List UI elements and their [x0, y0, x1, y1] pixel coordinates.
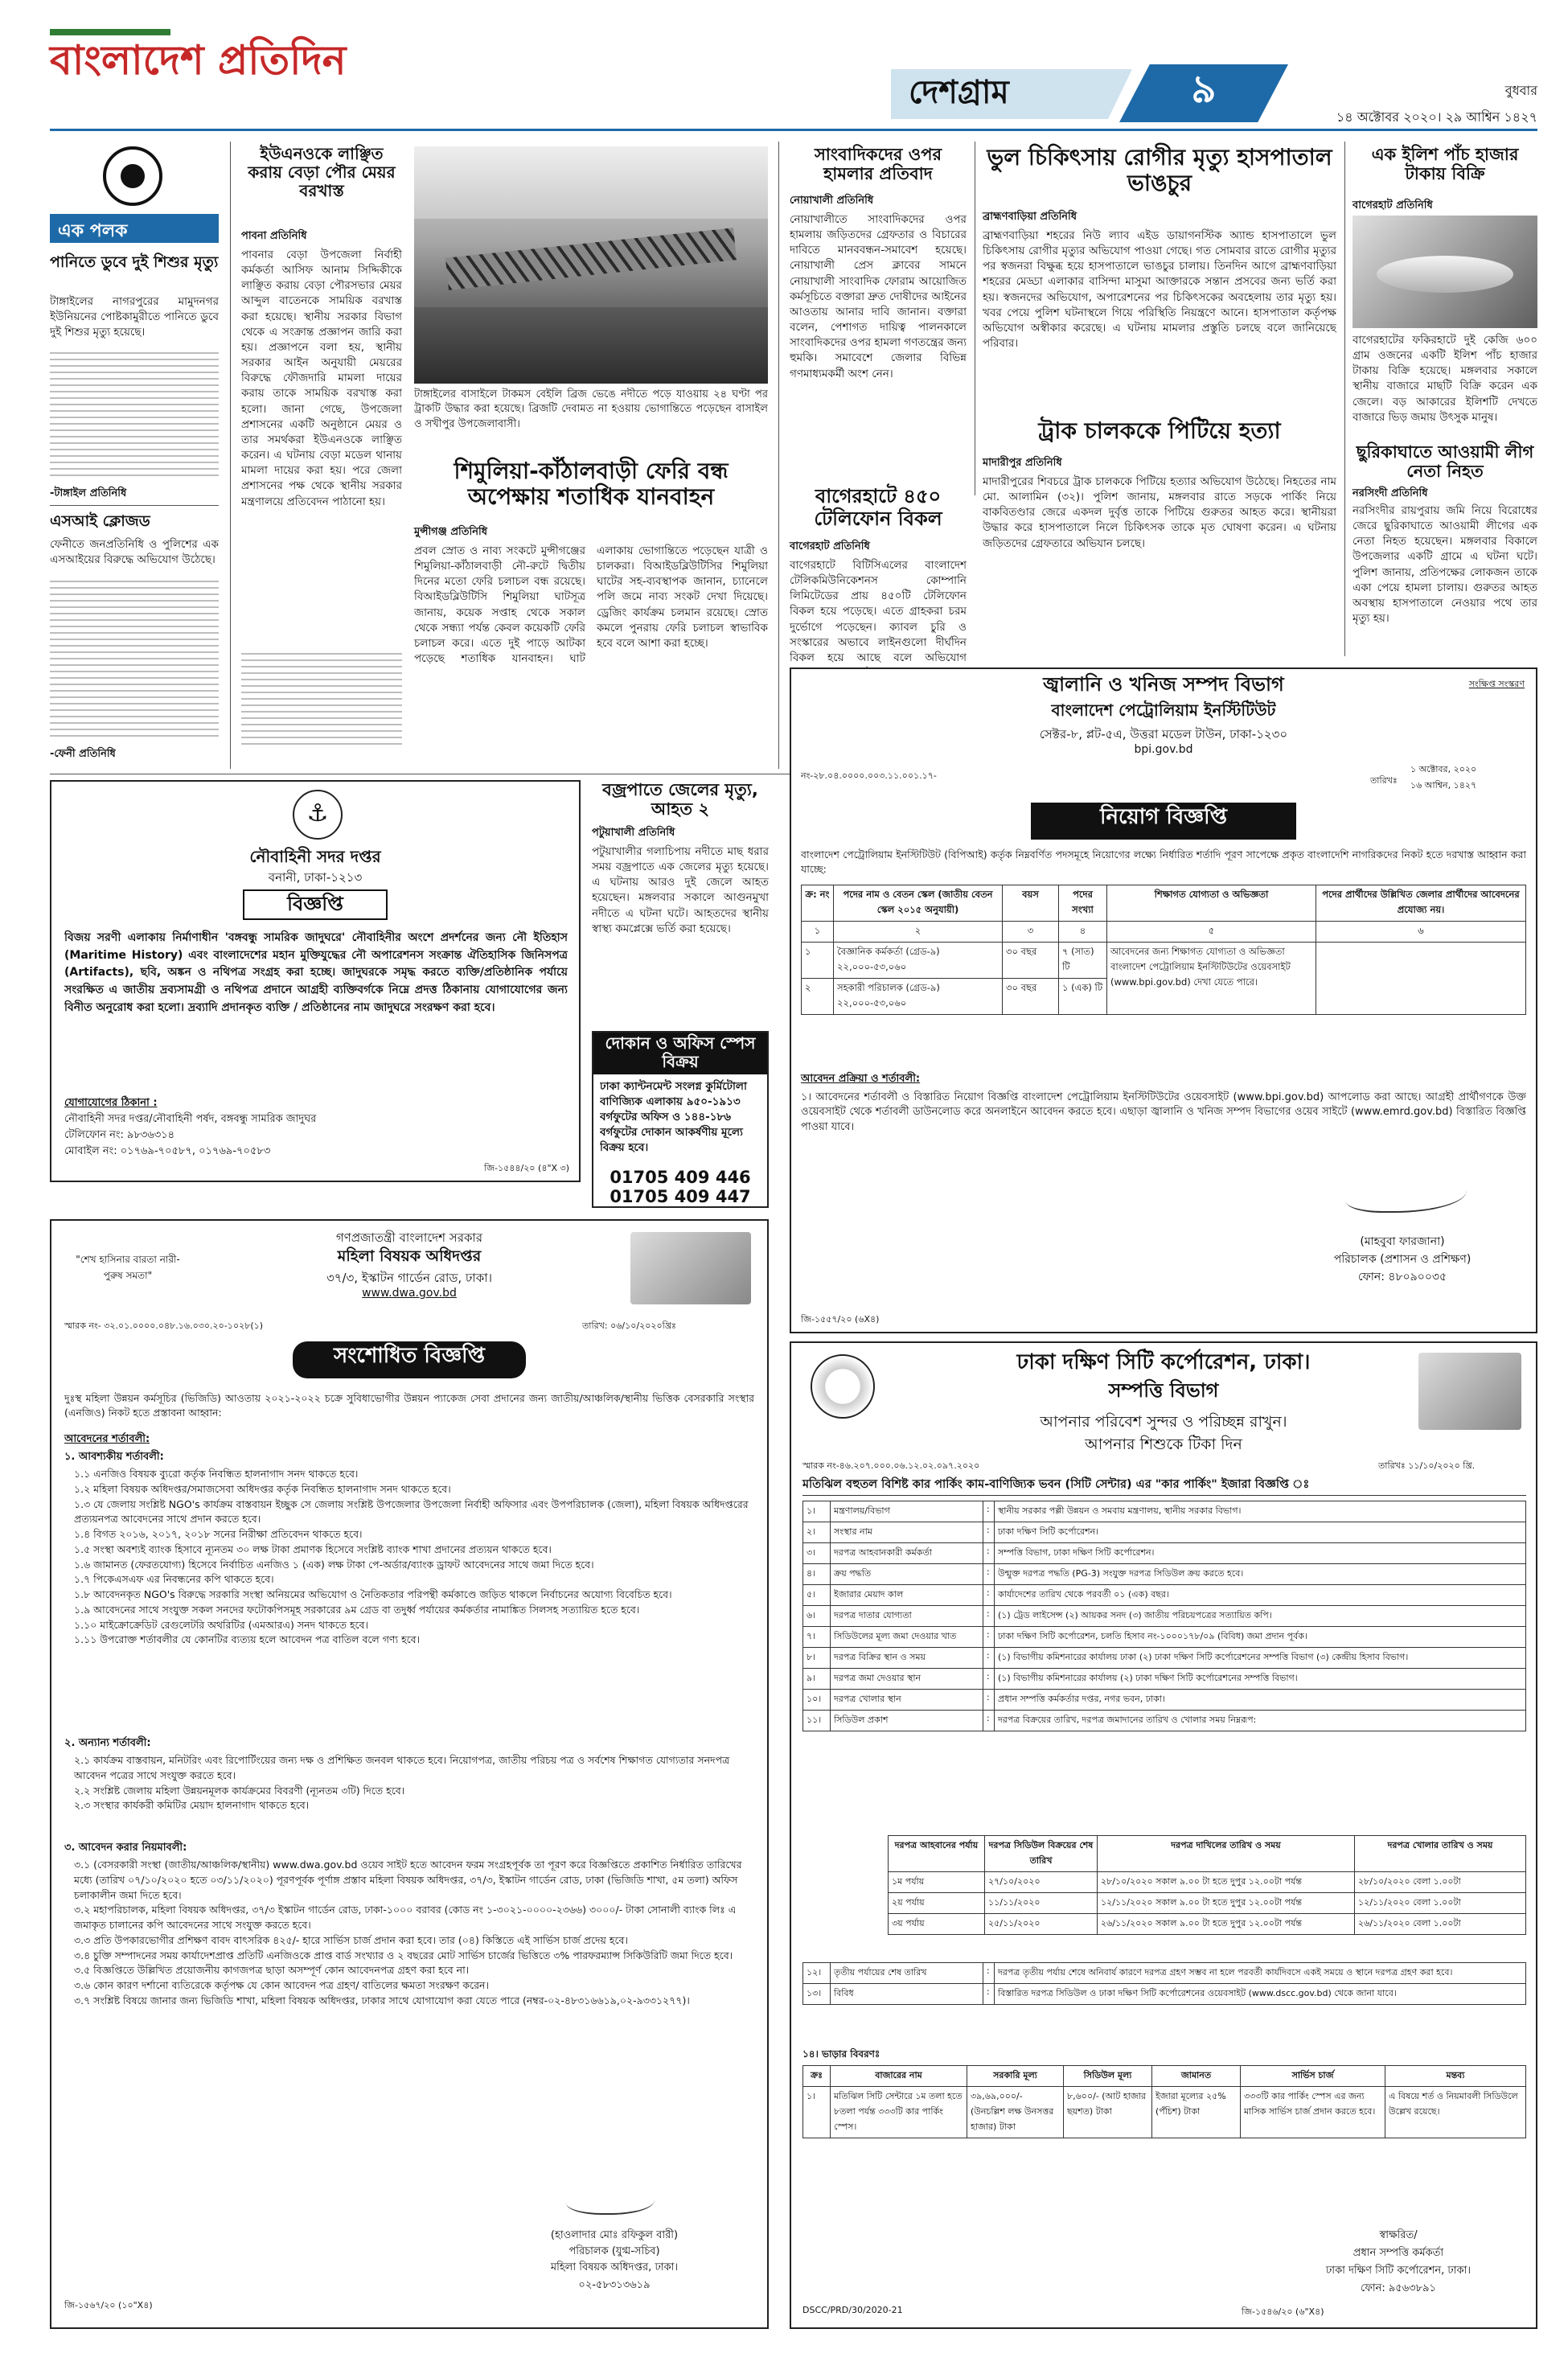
table-cell: বিবিধ: [831, 1984, 983, 2005]
table-cell: ৩য় পর্যায়: [889, 1914, 985, 1935]
masthead-date: [1296, 80, 1537, 129]
body: নোয়াখালীতে সাংবাদিকদের ওপর হামলায় জড়িতদের গ্রেফতার ও বিচারের দাবিতে মানববন্ধন-সমাবেশ হয়েছে। নোয়াখালী প্রেস ক্লাবের সামনে নোয়াখালী সাংবাদিক ফোরাম আয়োজিত কর্মসূচিতে বক্তারা দ্রুত দোষীদের আইনের আওতায় আনার দাবি জানান। বক্তারা বলেন, পেশাগত দায়িত্ব পালনকালে সাংবাদিকদের ওপর হামলা গণতন্ত্রের জন্য হুমকি। সমাবেশে জেলার বিভিন্ন গণমাধ্যমকর্মী অংশ নেন।: [790, 213, 967, 380]
table-cell: :: [983, 1564, 995, 1585]
table-cell: দরপত্র বিক্রয়ের তারিখ, দরপত্র জমাদানের তারিখ ও খোলার সময় নিম্নরূপ:: [995, 1711, 1526, 1731]
table-row: [889, 1872, 1526, 1893]
photo-water: [414, 307, 768, 384]
table-row: [803, 1564, 1526, 1585]
table-cell: এ বিষয়ে শর্ত ও নিয়মাবলী সিডিউলে উল্লেখ রয়েছে।: [1385, 2087, 1526, 2138]
table-cell: (১) বিভাগীয় কমিশনারের কার্যালয় (২) ঢাকা দক্ষিণ সিটি কর্পোরেশনের সম্পত্তি বিভাগ।: [995, 1669, 1526, 1690]
s1-list: [74, 1467, 754, 1648]
table-cell: ১ (এক) টি: [1059, 979, 1107, 1015]
body: নরসিংদীর রায়পুরায় জমি নিয়ে বিরোধের জেরে ছুরিকাঘাতে আওয়ামী লীগের এক নেতা নিহত হয়েছেন। মঙ্গলবার বিকালে উপজেলার একটি গ্রামে এ ঘটনা ঘটে। পুলিশ জানায়, প্রতিপক্ষের লোকজন তাকে একা পেয়ে হামলা চালায়। গুরুতর আহত অবস্থায় হাসপাতালে নেওয়ার পথে তার মৃত্যু হয়।: [1353, 504, 1537, 626]
table-header: জামানত: [1152, 2066, 1241, 2087]
ad-ref-left: DSCC/PRD/30/2020-21: [802, 2305, 903, 2315]
table-cell: ১৩।: [803, 1984, 831, 2005]
table-row: [802, 943, 1526, 979]
body: বাগেরহাটে বিটিসিএলের বাংলাদেশ টেলিকমিউনিকেশনস কোম্পানি লিমিটেডের প্রায় ৪৫০টি টেলিফোন বিকল হয়ে পড়েছে। এতে গ্রাহকরা চরম দুর্ভোগে পড়েছেন। ক্যাবল চুরি ও সংস্কারের অভাবে লাইনগুলো দীর্ঘদিন বিকল হয়ে আছে বলে অভিযোগ: [790, 559, 967, 664]
table-cell: :: [983, 1585, 995, 1606]
sign-title: পরিচালক (যুগ্ম-সচিব): [569, 2245, 660, 2257]
info-table: [802, 1501, 1526, 1731]
anchor-emblem-icon: ⚓: [293, 790, 343, 840]
brand-logo: [50, 29, 347, 109]
list-item: ৩.৭ সংশ্লিষ্ট বিষয়ে জানার জন্য ভিজিডি শাখা, মহিলা বিষয়ক অধিদপ্তর, ঢাকার সাথে যোগাযোগ করা যেতে পারে (নম্বর-০২-৪৮৩১৬৬১৯,০২-৯৩৩১২৭৭)।: [74, 1994, 690, 2006]
table-cell: ৩৯,৬৯,০০০/- (উনচল্লিশ লক্ষ উনসত্তর হাজার) টাকা: [967, 2087, 1064, 2138]
ad-dscc: [790, 1341, 1537, 2329]
table-header-row: [802, 885, 1526, 922]
list-item: ৩.১ (বেসরকারী সংস্থা (জাতীয়/আঞ্চলিক/স্থানীয়) www.dwa.gov.bd ওয়েব সাইট হতে আবেদন ফরম সংগ্রহপূর্বক তা পূরণ করে বিজ্ঞপ্তিতে প্রকাশিত নির্ধারিত তারিখের মধ্যে (তারিখ ০৭/১০/২০২০ হতে ০৩/১১/২০২০) পূরণপূর্বক পূর্ণাঙ্গ প্রস্তাব মহিলা বিষয়ক অধিদপ্তর, ৩৭/৩, ইস্কাটন গার্ডেন রোড, ঢাকা (ভিজিডি শাখা, ৫ম তলা) অফিস চলাকালীন জমা দিতে হবে।: [74, 1859, 742, 1901]
body: মাদারীপুরের শিবচরে ট্রাক চালককে পিটিয়ে হত্যার অভিযোগ উঠেছে। নিহতের নাম মো. আলামিন (৩২)। পুলিশ জানায়, মঙ্গলবার রাতে সড়কে পার্কিং নিয়ে বাকবিতণ্ডার জেরে একদল দুর্বৃত্ত তাকে পিটিয়ে গুরুতর আহত করে। স্থানীয়রা উদ্ধার করে হাসপাতালে নিলে চিকিৎসক তাকে মৃত ঘোষণা করেন। এ ঘটনায় জড়িতদের গ্রেফতারে অভিযান চলছে।: [983, 475, 1336, 550]
ministry: জ্বালানি ও খনিজ সম্পদ বিভাগ: [1043, 673, 1284, 696]
detail-label: ১৪। ভাড়ার বিবরণঃ: [802, 2048, 880, 2060]
table-cell: উন্মুক্ত দরপত্র পদ্ধতি (PG-3) সংযুক্ত দরপত্র সিডিউল ক্রয় করতে হবে।: [995, 1564, 1526, 1585]
table-cell: ঢাকা দক্ষিণ সিটি কর্পোরেশন।: [995, 1522, 1526, 1543]
article-pabna: [241, 142, 402, 769]
item-text-1-continued: [50, 352, 219, 481]
org-name: বাংলাদেশ পেট্রোলিয়াম ইনস্টিটিউট: [1051, 700, 1276, 720]
headline: ভুল চিকিৎসায় রোগীর মৃত্যু হাসপাতাল ভাঙচুর: [987, 144, 1332, 197]
table-cell: দরপত্র খোলার স্থান: [831, 1690, 983, 1711]
photo-bridge: [445, 228, 737, 290]
article-fisher: [592, 780, 769, 1021]
item-credit-2: -ফেনী প্রতিনিধি: [50, 748, 116, 760]
table-cell: কার্যাদেশের তারিখ থেকে পরবর্তী ০১ (এক) বছর।: [995, 1585, 1526, 1606]
body: প্রবল স্রোত ও নাব্য সংকটে মুন্সীগঞ্জের শিমুলিয়া-কাঁঠালবাড়ী নৌ-রুটে দ্বিতীয় দিনের মতো ফেরি চলাচল বন্ধ রয়েছে। বিআইডব্লিউটিসি শিমুলিয়া ঘাটসূত্র জানায়, কয়েক সপ্তাহ থেকে সকাল থেকে সন্ধ্যা পর্যন্ত কেবল কয়েকটি ফেরি চলাচল করে। এতে দুই পাড়ে আটকা পড়েছে শতাধিক যানবাহন। ঘাট এলাকায় ভোগান্তিতে পড়েছেন যাত্রী ও চালকরা। বিআইডব্লিউটিসির শিমুলিয়া ঘাটের সহ-ব্যবস্থাপক জানান, চ্যানেলে পলি জমে নাব্য সংকট দেখা দিয়েছে। ড্রেজিং কার্যক্রম চলমান রয়েছে। স্রোত কমলে পুনরায় ফেরি চলাচল স্বাভাবিক হবে বলে আশা করা হচ্ছে।: [414, 544, 768, 666]
memo-date: তারিখ: ০৬/১০/২০২০খ্রিঃ: [582, 1320, 676, 1331]
table-cell: ২: [834, 922, 1003, 943]
table-row: [803, 1648, 1526, 1669]
schedule-table: [888, 1835, 1526, 1935]
slogan-2: আপনার শিশুকে টিকা দিন: [1085, 1435, 1242, 1453]
byline: নরসিংদী প্রতিনিধি: [1353, 487, 1428, 499]
table-cell: ৪: [1059, 922, 1107, 943]
body: ব্রাহ্মণবাড়িয়া শহরের নিউ ল্যাব এইড ডায়াগনস্টিক অ্যান্ড হাসপাতালে ভুল চিকিৎসায় রোগীর মৃত্যুর অভিযোগ পাওয়া গেছে। গত সোমবার রাতে রোগীর মৃত্যুর পর স্বজনরা বিক্ষুব্ধ হয়ে হাসপাতালে ভাঙচুর চালায়। তিনদিন আগে ব্রাহ্মণবাড়িয়া শহরের মেড্ডা এলাকার বাসিন্দা মাসুমা আক্তারকে সন্তান প্রসবের জন্য ভর্তি করা হয়। স্বজনদের অভিযোগ, অপারেশনের পর চিকিৎসকের অবহেলায় তার মৃত্যু হয়। খবর পেয়ে পুলিশ ঘটনাস্থলে গিয়ে পরিস্থিতি নিয়ন্ত্রণে আনে। হাসপাতাল কর্তৃপক্ষ অভিযোগ অস্বীকার করেছে। এ ঘটনায় মামলার প্রস্তুতি চলছে বলে জানিয়েছে পরিবার।: [983, 229, 1336, 351]
org-address: ৩৭/৩, ইস্কাটন গার্ডেন রোড, ঢাকা।: [326, 1271, 492, 1285]
contact-address: নৌবাহিনী সদর দপ্তর/নৌবাহিনী পর্ষদ, বঙ্গবন্ধু সামরিক জাদুঘর: [64, 1113, 317, 1125]
column-divider: [778, 142, 779, 769]
table-row: [803, 1543, 1526, 1564]
table-row: [803, 1627, 1526, 1648]
headline: ট্রাক চালককে পিটিয়ে হত্যা: [1038, 417, 1281, 444]
intro: বাংলাদেশ পেট্রোলিয়াম ইনস্টিটিউট (বিপিআই) কর্তৃক নিম্নবর্ণিত পদসমূহে নিয়োগের লক্ষ্যে নির্ধারিত শর্তাদি পূরণ সাপেক্ষে প্রকৃত বাংলাদেশি নাগরিকদের নিকট হতে দরখাস্ত আহ্বান করা যাচ্ছে:: [801, 848, 1526, 875]
table-cell: :: [983, 1963, 995, 1984]
table-cell: দরপত্র দাতার যোগ্যতা: [831, 1606, 983, 1627]
table-cell: ৬।: [803, 1606, 831, 1627]
table-header: সিডিউল মূল্য: [1064, 2066, 1152, 2087]
notice-title: বিজ্ঞপ্তি: [243, 889, 388, 920]
photo-sky: [414, 146, 768, 219]
table-cell: :: [983, 1522, 995, 1543]
dept-name: সম্পত্তি বিভাগ: [1108, 1379, 1219, 1402]
table-cell: দরপত্র তৃতীয় পর্যায় শেষে অনিবার্য কারণে দরপত্র গ্রহণ সম্ভব না হলে পরবর্তী কার্যদিবসে একই সময়ে ও স্থানে দরপত্র গ্রহণ করা হবে।: [995, 1963, 1526, 1984]
byline: বাগেরহাট প্রতিনিধি: [790, 540, 870, 552]
s3-label: ৩. আবেদন করার নিয়মাবলী:: [64, 1842, 187, 1854]
sign-phone: ০২-৫৮৩১৩৬১৯: [578, 2279, 651, 2291]
photo-caption: টাঙ্গাইলের বাসাইলে টাকমস বেইলি ব্রিজ ভেঙে নদীতে পড়ে যাওয়ায় ২৪ ঘণ্টা পর ট্রাকটি উদ্ধার করা হয়েছে। ব্রিজটি দেবামত না হওয়ায় ভোগান্তিতে পড়েছেন বাসাইল ও সখীপুর উপজেলাবাসী।: [414, 388, 768, 430]
item-text-2: ফেনীতে জনপ্রতিনিধি ও পুলিশের এক এসআইয়ের বিরুদ্ধে অভিযোগ উঠেছে।: [50, 538, 219, 567]
table-cell: ৯।: [803, 1669, 831, 1690]
column-divider: [1344, 142, 1345, 656]
table-cell: ১১/১১/২০২০: [985, 1893, 1098, 1914]
table-cell: [1316, 943, 1526, 1015]
item-title-2: এসআই ক্লোজড: [50, 512, 150, 530]
table-cell: ৪।: [803, 1564, 831, 1585]
eye-icon: [103, 146, 162, 206]
table-cell: ৫: [1107, 922, 1316, 943]
table-header: দরপত্র আহবানের পর্যায়: [889, 1836, 985, 1872]
table-cell: ৩: [1003, 922, 1059, 943]
body: পাবনার বেড়া উপজেলা নির্বাহী কর্মকর্তা আসিফ আনাম সিদ্দিকীকে লাঞ্ছিত করায় বেড়া পৌরসভার মেয়র আব্দুল বাতেনকে সাময়িক বরখাস্ত করা হয়েছে। স্থানীয় সরকার বিভাগ থেকে এ সংক্রান্ত প্রজ্ঞাপন জারি করা হয়। প্রজ্ঞাপনে বলা হয়, স্থানীয় সরকার আইন অনুযায়ী মেয়রের বিরুদ্ধে ফৌজদারি মামলা দায়ের করায় তাকে সাময়িক বরখাস্ত করা হলো। জানা গেছে, উপজেলা প্রশাসনের একটি অনুষ্ঠানে মেয়র ও তার সমর্থকরা ইউএনওকে লাঞ্ছিত করেন। এ ঘটনায় বেড়া মডেল থানায় মামলা দায়ের করা হয়। পরে জেলা প্রশাসনের পক্ষ থেকে স্থানীয় সরকার মন্ত্রণালয়ে প্রতিবেদন পাঠানো হয়।: [241, 248, 402, 508]
table-cell: ১: [802, 922, 834, 943]
byline: পটুয়াখালী প্রতিনিধি: [592, 827, 675, 839]
memo-no: নং-২৮.০৪.০০০০.০০৩.১১.০০১.১৭-: [801, 770, 937, 781]
table-row: [803, 1606, 1526, 1627]
byline: মাদারীপুর প্রতিনিধি: [983, 457, 1062, 469]
intro: দুঃস্থ মহিলা উন্নয়ন কর্মসূচির (ভিজিডি) আওতায় ২০২১-২০২২ চক্রে সুবিধাভোগীর উন্নয়ন প্যাকেজ সেবা প্রদানের জন্য জাতীয়/আঞ্চলিক/স্থানীয় ভিত্তিক বেসরকারি সংস্থার (এনজিও) নিকট হতে প্রস্তাবনা আহ্বান:: [64, 1392, 754, 1419]
list-item: ১.১১ উপরোক্ত শর্তাবলীর যে কোনটির ব্যত্যয় হলে আবেদন পত্র বাতিল বলে গণ্য হবে।: [74, 1633, 421, 1646]
table-header-row: [803, 2066, 1526, 2087]
section-title: দেশগ্রাম: [909, 73, 1009, 111]
s1-label: ১. আবশ্যকীয় শর্তাবলী:: [64, 1451, 164, 1463]
table-header: শিক্ষাগত যোগ্যতা ও অভিজ্ঞতা: [1107, 885, 1316, 922]
ek-palak-column: [50, 142, 219, 769]
s3-list: [74, 1858, 754, 2009]
ad-shop: [592, 1031, 769, 1208]
table-header: মন্তব্য: [1385, 2066, 1526, 2087]
item-credit-1: -টাঙ্গাইল প্রতিনিধি: [50, 487, 127, 499]
mujib-100-logo: [630, 1232, 751, 1304]
list-item: ২.২ সংশ্লিষ্ট জেলায় মহিলা উন্নয়নমূলক কার্যক্রমের বিবরণী (ন্যূনতম ৩টি) দিতে হবে।: [74, 1784, 405, 1797]
org-web[interactable]: bpi.gov.bd: [1134, 743, 1193, 756]
article-ferry: [414, 458, 768, 769]
table-header: বয়স: [1003, 885, 1059, 922]
list-item: ৩.৫ বিজ্ঞপ্তিতে উল্লিখিত প্রয়োজনীয় কাগজপত্র ছাড়া অসম্পূর্ণ কোন আবেদনপত্র গ্রহণ করা হবে না।: [74, 1964, 470, 1977]
table-cell: :: [983, 1606, 995, 1627]
brand-name: বাংলাদেশ প্রতিদিন: [50, 36, 347, 84]
notice-title: সংশোধিত বিজ্ঞপ্তি: [293, 1341, 526, 1378]
table-cell: মতিঝিল সিটি সেন্টারে ১ম তলা হতে ৮তলা পর্যন্ত ৩৩৩টি কার পার্কিং স্পেস।: [831, 2087, 967, 2138]
table-header: বাজারের নাম: [831, 2066, 967, 2087]
byline: মুন্সীগঞ্জ প্রতিনিধি: [414, 526, 487, 538]
date-label: তারিখঃ: [1370, 775, 1398, 786]
headline: শিমুলিয়া-কাঁঠালবাড়ী ফেরি বন্ধ অপেক্ষায় শতাধিক যানবাহন: [454, 458, 729, 511]
table-header: পদের প্রার্থীদের উল্লিখিত জেলার প্রার্থীদের আবেদনের প্রযোজ্য নয়।: [1316, 885, 1526, 922]
sign-title: প্রধান সম্পত্তি কর্মকর্তা: [1353, 2247, 1444, 2259]
table-cell: ক্রয় পদ্ধতি: [831, 1564, 983, 1585]
table-cell: ৩।: [803, 1543, 831, 1564]
byline: পাবনা প্রতিনিধি: [241, 230, 307, 242]
process-text: ১। আবেদনের শর্তাবলী ও বিস্তারিত নিয়োগ বিজ্ঞপ্তি বাংলাদেশ পেট্রোলিয়াম ইনস্টিটিউটের ওয়েবসাইট (www.bpi.gov.bd) আপলোড করা আছে। আগ্রহী প্রার্থীগণকে উক্ত ওয়েবসাইট থেকে শর্তাবলী ডাউনলোড করে অনলাইনে আবেদন করতে হবে। এছাড়া জ্বালানি ও খনিজ সম্পদ বিভাগের ওয়েব সাইটে (www.emrd.gov.bd) বিস্তারিত বিজ্ঞপ্তি পাওয়া যাবে।: [801, 1091, 1526, 1133]
list-item: ১.২ মহিলা বিষয়ক অধিদপ্তর/সমাজসেবা অধিদপ্তর কর্তৃক নিবন্ধিত হালনাগাদ সনদ থাকতে হবে।: [74, 1482, 451, 1495]
ek-palak-label: এক পলক: [50, 214, 219, 243]
brand-tagline-bar: [50, 29, 170, 35]
table-cell: (১) বিভাগীয় কমিশনারের কার্যালয় ঢাকা (২) ঢাকা দক্ষিণ সিটি কর্পোরেশনের সম্পত্তি বিভাগ (৩) কেন্দ্রীয় হিসাব বিভাগ।: [995, 1648, 1526, 1669]
headline: ছুরিকাঘাতে আওয়ামী লীগ নেতা নিহত: [1356, 442, 1534, 482]
sign-title: পরিচালক (প্রশাসন ও প্রশিক্ষণ): [1333, 1253, 1472, 1266]
table-cell: :: [983, 1501, 995, 1522]
table-cell: ইজারা মূল্যের ২৫% (পঁচিশ) টাকা: [1152, 2087, 1241, 2138]
table-cell: ১০।: [803, 1690, 831, 1711]
table-header-row: [889, 1836, 1526, 1872]
table-cell: :: [983, 1648, 995, 1669]
contact-phone: টেলিফোন নং: ৯৮৩৬৩১৪: [64, 1129, 175, 1141]
table-row: [803, 1501, 1526, 1522]
table-cell: ২য় পর্যায়: [889, 1893, 985, 1914]
table-cell: :: [983, 1543, 995, 1564]
org-address: সেক্টর-৮, প্লট-৫এ, উত্তরা মডেল টাউন, ঢাকা-১২৩০: [1039, 727, 1288, 741]
memo-no: স্মারক নং- ৩২.০১.০০০০.০৪৮.১৬.০৩০.২০-১০২৮(১): [64, 1320, 264, 1331]
table-row: [803, 1984, 1526, 2005]
article-awami: [1353, 442, 1537, 656]
list-item: ১.৭ পিকেএসএফ এর নিবন্ধনের কপি থাকতে হবে।: [74, 1573, 274, 1586]
page-number: ৯: [1191, 67, 1217, 112]
ad-ref: জি-১৫৪৪/২০ (৪"X ৩): [484, 1163, 569, 1173]
ad-title: দোকান ও অফিস স্পেস বিক্রয়: [593, 1033, 767, 1074]
table-cell: ৩০ বছর: [1003, 943, 1059, 979]
org-web[interactable]: www.dwa.gov.bd: [362, 1287, 457, 1300]
slogan-1: আপনার পরিবেশ সুন্দর ও পরিচ্ছন্ন রাখুন।: [1040, 1413, 1287, 1431]
headline: এক ইলিশ পাঁচ হাজার টাকায় বিক্রি: [1371, 145, 1519, 184]
edition-tag: সংক্ষিপ্ত সংস্করণ: [1468, 679, 1525, 689]
list-item: ১.৫ সংস্থা অবশ্যই ব্যাংক হিসাবে ন্যূনতম ৩০ লক্ষ টাকা প্রমাণক হিসেবে সংশ্লিষ্ট ব্যাংক শাখা প্রদানের প্রত্যয়ন থাকতে হবে।: [74, 1542, 552, 1555]
table-cell: ৮।: [803, 1648, 831, 1669]
notice-body: বিজয় সরণী এলাকায় নির্মাণাধীন 'বঙ্গবন্ধু সামরিক জাদুঘরে' নৌবাহিনীর অংশে প্রদর্শনের জন্য নৌ ইতিহাস (Maritime History) এবং বাংলাদেশের মহান মুক্তিযুদ্ধের নৌ অপারেশনস সংক্রান্ত ঐতিহাসিক জিনিসপত্র (Artifacts), ছবি, অঙ্কন ও নথিপত্র সংগ্রহ করা হচ্ছে। জাদুঘরকে সমৃদ্ধ করতে ব্যক্তি/প্রতিষ্ঠানিক পর্যায়ে সংরক্ষিত এ জাতীয় দ্রব্যসামগ্রী ও নথিপত্র প্রদানে আগ্রহী ব্যক্তিবর্গকে নিম্নে প্রদত্ত ঠিকানায় যোগাযোগের জন্য বিনীত অনুরোধ করা হলো। দ্রব্যাদি প্রদানকৃত ব্যক্তি / প্রতিষ্ঠানের নাম জাদুঘরে সংরক্ষণ করা হবে।: [64, 931, 568, 1014]
sign-name: (হাওলাদার মোঃ রফিকুল বারী): [550, 2229, 679, 2241]
table-cell: ২৮/১০/২০২০ বেলা ১.০০টা: [1355, 1872, 1526, 1893]
table-row: [803, 2087, 1526, 2138]
table-cell: ৫।: [803, 1585, 831, 1606]
sign-phone: ফোন: ৯৫৬৩৮৯১: [1361, 2282, 1436, 2294]
table-cell: :: [983, 1711, 995, 1731]
table-cell: ১১।: [803, 1711, 831, 1731]
table-cell: ৭।: [803, 1627, 831, 1648]
table-row: [803, 1711, 1526, 1731]
masthead-rule: [50, 129, 1537, 131]
table-row: [803, 1690, 1526, 1711]
list-item: ৩.৩ প্রতি উপকারভোগীর প্রশিক্ষণ বাবদ বাৎসরিক ৪২৫/- হারে সার্ভিস চার্জ প্রদান করা হবে। তার (০৪) কিস্তিতে এই সার্ভিস চার্জ প্রদেয় হবে।: [74, 1933, 628, 1946]
masthead: [0, 0, 1568, 137]
headline: ইউএনওকে লাঞ্ছিত করায় বেড়া পৌর মেয়র বরখাস্ত: [248, 144, 396, 200]
contact-label: যোগাযোগের ঠিকানা :: [64, 1097, 158, 1109]
date-english: ১ অক্টোবর, ২০২০: [1410, 764, 1477, 774]
table-header: দরপত্র সিডিউল বিক্রয়ের শেষ তারিখ: [985, 1836, 1098, 1872]
ad-body: ঢাকা ক্যান্টনমেন্ট সংলগ্ন কুর্মিটোলা বাণিজ্যিক এলাকায় ৯৫০-১৯১৩ বর্গফুটের অফিস ও ১৪৪-১৮৬ বর্গফুটের দোকান আকর্ষণীয় মূল্যে বিক্রয় হবে।: [600, 1080, 747, 1154]
org-name: ঢাকা দক্ষিণ সিটি কর্পোরেশন, ঢাকা।: [1016, 1350, 1311, 1374]
table-cell: ১।: [803, 2087, 831, 2138]
process-label: আবেদন প্রক্রিয়া ও শর্তাবলী:: [801, 1073, 921, 1085]
list-item: ৩.৪ চুক্তি সম্পাদনের সময় কার্যাদেশপ্রাপ্ত প্রতিটি এনজিওকে প্রাপ্ত বার্ড সংখ্যার ও ২ বছরের মোট সার্ভিস চার্জের ভিত্তিতে ৩% পারফরম্যান্স সিকিউরিটি জমা দিতে হবে।: [74, 1949, 733, 1961]
table-cell: ২৬/১১/২০২০ বেলা ১.০০টা: [1355, 1914, 1526, 1935]
table-cell: সম্পত্তি বিভাগ, ঢাকা দক্ষিণ সিটি কর্পোরেশন।: [995, 1543, 1526, 1564]
table-cell: ৩৩৩টি কার পার্কিং স্পেস এর জন্য মাসিক সার্ভিস চার্জ প্রদান করতে হবে।: [1241, 2087, 1385, 2138]
list-item: ১.৯ আবেদনের সাথে সংযুক্ত সকল সনদের ফটোকপিসমূহ সরকারের ৯ম গ্রেড বা তদুর্ধ্ব পর্যায়ের কর্মকর্তার নামাঙ্কিত সিলসহ সত্যায়িত হতে হবে।: [74, 1603, 640, 1616]
table-cell: ৮,৬০০/- (আট হাজার ছয়শত) টাকা: [1064, 2087, 1152, 2138]
table-row: [803, 1669, 1526, 1690]
bridge-photo: [414, 146, 768, 384]
body: বাগেরহাটের ফকিরহাটে দুই কেজি ৬০০ গ্রাম ওজনের একটি ইলিশ পাঁচ হাজার টাকায় বিক্রি হয়েছে। মঙ্গলবার সকালে স্থানীয় বাজারে মাছটি বিক্রি করেন এক জেলে। বড় আকারের ইলিশটি দেখতে বাজারে ভিড় জমায় উৎসুক মানুষ।: [1353, 334, 1537, 424]
org-name: নৌবাহিনী সদর দপ্তর: [249, 847, 381, 866]
extra-table: [802, 1962, 1526, 2005]
byline: ব্রাহ্মণবাড়িয়া প্রতিনিধি: [983, 211, 1077, 223]
ad-ref: জি-১৫৪৬/২০ (৬"X৪): [1242, 2306, 1324, 2317]
signature-mark: [1346, 1176, 1467, 1213]
list-item: ১.১ এনজিও বিষয়ক ব্যুরো কর্তৃক নিবন্ধিত হালনাগাদ সনদ থাকতে হবে।: [74, 1468, 359, 1480]
table-cell: মন্ত্রণালয়/বিভাগ: [831, 1501, 983, 1522]
table-cell: :: [983, 1627, 995, 1648]
notice-title: মতিঝিল বহুতল বিশিষ্ট কার পার্কিং কাম-বাণিজ্যিক ভবন (সিটি সেন্টার) এর "কার পার্কিং" ইজারা বিজ্ঞপ্তি ঃ: [802, 1478, 1526, 1496]
list-item: ২.৩ সংস্থার কার্যকরী কমিটির মেয়াদ হালনাগাদ থাকতে হবে।: [74, 1799, 310, 1812]
table-cell: :: [983, 1984, 995, 2005]
table-cell: ১।: [803, 1501, 831, 1522]
article-hospital: [983, 142, 1336, 407]
item-title-1: পানিতে ডুবে দুই শিশুর মৃত্যু: [50, 253, 219, 271]
notice-title: নিয়োগ বিজ্ঞপ্তি: [1031, 803, 1296, 840]
list-item: ১.১০ মাইক্রোক্রেডিট রেগুলেটরি অথরিটির (এমআরএ) সনদ থাকতে হবে।: [74, 1618, 368, 1631]
table-cell: তৃতীয় পর্যায়ের শেষ তারিখ: [831, 1963, 983, 1984]
vacancy-table: [801, 885, 1526, 1015]
table-header: সার্ভিস চার্জ: [1241, 2066, 1385, 2087]
table-cell: ১ম পর্যায়: [889, 1872, 985, 1893]
headline: বজ্রপাতে জেলের মৃত্যু, আহত ২: [602, 780, 758, 819]
article-noakhali: [790, 142, 967, 479]
headline: বাগেরহাটে ৪৫০ টেলিফোন বিকল: [814, 485, 942, 530]
table-cell: বিস্তারিত দরপত্র সিডিউল ও ঢাকা দক্ষিণ সিটি কর্পোরেশনের ওয়েবসাইট (www.dscc.gov.bd) থেকে জানা যাবে।: [995, 1984, 1526, 2005]
table-header: ক্র: নং: [802, 885, 834, 922]
s2-list: [74, 1753, 754, 1813]
byline: বাগেরহাট প্রতিনিধি: [1353, 199, 1433, 212]
table-cell: সিডিউল প্রকাশ: [831, 1711, 983, 1731]
table-cell: :: [983, 1690, 995, 1711]
item-text-2-continued: [50, 581, 219, 741]
list-item: ১.৮ আবেদনকৃত NGO's বিরুদ্ধে সরকারি সংস্থা অনিয়মের অভিযোগ ও নৈতিকতার পরিপন্থী কর্মকাণ্ডে জড়িত থাকলে নির্বাচনের অযোগ্য বিবেচিত হবে।: [74, 1588, 672, 1600]
table-row: [803, 1963, 1526, 1984]
table-cell: ঢাকা দক্ষিণ সিটি কর্পোরেশন, চলতি হিসাব নং-১০০০১৭৮/০৯ (বিবিধ) জমা প্রদান পূর্বক।: [995, 1627, 1526, 1648]
memo-no: স্মারক নং-৪৬.২০৭.০০০.০৬.১২.০২.০৯৭.২০২০: [802, 1460, 980, 1471]
table-row: [803, 1585, 1526, 1606]
list-item: ১.৪ বিগত ২০১৬, ২০১৭, ২০১৮ সনের নিরীক্ষা প্রতিবেদন থাকতে হবে।: [74, 1528, 363, 1540]
list-item: ১.৬ জামানত (ফেরতযোগ্য) হিসেবে নির্বাচিত এনজিও ১ (এক) লক্ষ টাকা পে-অর্ডার/ব্যাংক ড্রাফট আবেদনের সাথে জমা দিতে হবে।: [74, 1558, 594, 1571]
table-cell: ২।: [803, 1522, 831, 1543]
table-row: [803, 1522, 1526, 1543]
table-cell: ২: [802, 979, 834, 1015]
table-cell: ২৭/১০/২০২০: [985, 1872, 1098, 1893]
table-cell: ১২।: [803, 1963, 831, 1984]
table-cell: সহকারী পরিচালক (গ্রেড-৯) ২২,০০০-৫৩,০৬০: [834, 979, 1003, 1015]
sign-phone: ফোন: ৪৮০৯০০৩৫: [1357, 1271, 1447, 1284]
org-address: বনানী, ঢাকা-১২১৩: [268, 870, 363, 885]
ad-mohila: [50, 1219, 769, 2329]
table-header: ক্রঃ: [803, 2066, 831, 2087]
byline: নোয়াখালী প্রতিনিধি: [790, 195, 874, 207]
phone-2: 01705 409 447: [610, 1187, 751, 1206]
phone-1: 01705 409 446: [610, 1168, 751, 1187]
table-cell: ২৮/১০/২০২০ সকাল ৯.০০ টা হতে দুপুর ১২.০০টা পর্যন্ত: [1098, 1872, 1355, 1893]
sign-label: স্বাক্ষরিত/: [1379, 2229, 1418, 2241]
divider: [50, 505, 219, 506]
list-item: ৩.২ মহাপরিচালক, মহিলা বিষয়ক অধিদপ্তর, ৩৭/৩ ইস্কাটন গার্ডেন রোড, ঢাকা-১০০০ বরাবর (কোড নং ১-৩০২১-০০০০-২৩৬৬) ৩০০০/- টাকা সোনালী ব্যাংক লিঃ এ জমাকৃত চালানের কপি আবেদনের সাথে সংযুক্ত করতে হবে।: [74, 1904, 737, 1931]
table-cell: দরপত্র জমা দেওয়ার স্থান: [831, 1669, 983, 1690]
headline: সাংবাদিকদের ওপর হামলার প্রতিবাদ: [814, 145, 942, 184]
table-header: পদের নাম ও বেতন স্কেল (জাতীয় বেতন স্কেল ২০১৫ অনুযায়ী): [834, 885, 1003, 922]
table-cell: সিডিউলের মূল্য জমা দেওয়ার খাত: [831, 1627, 983, 1648]
table-header: পদের সংখ্যা: [1059, 885, 1107, 922]
memo-date: তারিখঃ ১১/১০/২০২০ খ্রি.: [1378, 1460, 1476, 1471]
body-continued: [241, 653, 402, 748]
signature-mark: [566, 2186, 655, 2215]
table-cell: ১২/১১/২০২০ সকাল ৯.০০ টা হতে দুপুর ১২.০০টা পর্যন্ত: [1098, 1893, 1355, 1914]
contact-mobile: মোবাইল নং: ০১৭৬৯-৭০৫৮৭, ০১৭৬৯-৭০৫৮৩: [64, 1145, 271, 1157]
table-cell: সংস্থার নাম: [831, 1522, 983, 1543]
date-bangla: ১৬ আশ্বিন, ১৪২৭: [1410, 780, 1477, 791]
table-header: দরপত্র খোলার তারিখ ও সময়: [1355, 1836, 1526, 1872]
column-divider: [230, 142, 231, 769]
fish-shape: [1377, 256, 1513, 293]
ad-ref: জি-১৫৬৭/২০ (১০"X৪): [64, 2300, 153, 2310]
table-cell: দরপত্র আহবানকারী কর্মকর্তা: [831, 1543, 983, 1564]
table-row: [802, 922, 1526, 943]
item-text-1: টাঙ্গাইলের নাগরপুরের মামুদনগর ইউনিয়নের পোষ্টকামুরীতে পানিতে ডুবে দুই শিশুর মৃত্যু হয়েছে।: [50, 295, 219, 339]
article-truck: [983, 418, 1336, 656]
table-row: [889, 1914, 1526, 1935]
gov-name: গণপ্রজাতন্ত্রী বাংলাদেশ সরকার: [335, 1230, 483, 1245]
table-cell: :: [983, 1669, 995, 1690]
slogan: "শেখ হাসিনার বারতা নারী-পুরুষ সমতা": [76, 1254, 180, 1281]
section-label: আবেদনের শর্তাবলী:: [64, 1433, 150, 1445]
table-cell: ২৫/১১/২০২০: [985, 1914, 1098, 1935]
article-hilsa: [1353, 142, 1537, 436]
sign-name: (মাহবুবা ফারজানা): [1360, 1235, 1445, 1248]
s2-label: ২. অন্যান্য শর্তাবলী:: [64, 1737, 151, 1749]
table-cell: ১: [802, 943, 834, 979]
list-item: ১.৩ যে জেলায় সংশ্লিষ্ট NGO's কার্যক্রম বাস্তবায়ন ইচ্ছুক সে জেলায় সংশ্লিষ্ট উপজেলার উপজেলা নির্বাহী অফিসার এবং উপপরিচালক (জেলা), মহিলা বিষয়ক অধিদপ্তরের প্রত্যয়নপত্র আবেদনের সাথে প্রদান করতে হবে।: [74, 1497, 749, 1526]
table-cell: প্রধান সম্পত্তি কর্মকর্তার দপ্তর, নগর ভবন, ঢাকা।: [995, 1690, 1526, 1711]
table-cell: দরপত্র বিক্রির স্থান ও সময়: [831, 1648, 983, 1669]
table-cell: ২৬/১১/২০২০ সকাল ৯.০০ টা হতে দুপুর ১২.০০টা পর্যন্ত: [1098, 1914, 1355, 1935]
table-cell: ৬: [1316, 922, 1526, 943]
hilsa-photo: [1353, 216, 1537, 328]
list-item: ৩.৬ কোন কারণ দর্শানো ব্যতিরেকে কর্তৃপক্ষ যে কোন আবেদন পত্র গ্রহণ/ বাতিলের ক্ষমতা সংরক্ষণ করেন।: [74, 1979, 489, 1991]
table-cell: ৭ (সাত) টি: [1059, 943, 1107, 979]
mujib-100-logo: [1418, 1353, 1521, 1430]
weekday: বুধবার: [1504, 83, 1537, 98]
ad-navy: [50, 780, 581, 1182]
org-name: মহিলা বিষয়ক অধিদপ্তর: [337, 1247, 482, 1265]
table-header: দরপত্র দাখিলের তারিখ ও সময়: [1098, 1836, 1355, 1872]
body: পটুয়াখালীর গলাচিপায় নদীতে মাছ ধরার সময় বজ্রপাতে এক জেলের মৃত্যু হয়েছে। এ ঘটনায় আরও দুই জেলে আহত হয়েছেন। মঙ্গলবার সকালে আগুনমুখা নদীতে এ ঘটনা ঘটে। আহতদের স্থানীয় স্বাস্থ্য কমপ্লেক্সে ভর্তি করা হয়েছে।: [592, 845, 769, 935]
ad-ref: জি-১৫৫৭/২০ (৬X৪): [801, 1314, 880, 1325]
table-cell: (১) ট্রেড লাইসেন্স (২) আয়কর সনদ (৩) জাতীয় পরিচয়পত্রের সত্যায়িত কপি।: [995, 1606, 1526, 1627]
date-line: ১৪ অক্টোবর ২০২০। ২৯ আশ্বিন ১৪২৭: [1336, 109, 1537, 125]
table-cell: ইজারার মেয়াদ কাল: [831, 1585, 983, 1606]
table-header: সরকারি মূল্য: [967, 2066, 1064, 2087]
list-item: ২.১ কার্যক্রম বাস্তবায়ন, মনিটরিং এবং রিপোর্টিংয়ের জন্য দক্ষ ও প্রশিক্ষিত জনবল থাকতে হবে। নিয়োগপত্র, জাতীয় পরিচয় পত্র ও সর্বশেষ শিক্ষাগত যোগ্যতার সনদপত্র আবেদন পত্রের সাথে সংযুক্ত করতে হবে।: [74, 1754, 730, 1781]
table-cell: ৩০ বছর: [1003, 979, 1059, 1015]
table-cell: বৈজ্ঞানিক কর্মকর্তা (গ্রেড-৯) ২২,০০০-৫৩,০৬০: [834, 943, 1003, 979]
table-cell: স্থানীয় সরকার পল্লী উন্নয়ন ও সমবায় মন্ত্রণালয়, স্থানীয় সরকার বিভাগ।: [995, 1501, 1526, 1522]
table-cell: আবেদনের জন্য শিক্ষাগত যোগ্যতা ও অভিজ্ঞতা বাংলাদেশ পেট্রোলিয়াম ইনস্টিটিউটের ওয়েবসাইট (www.bpi.gov.bd) দেখা যেতে পারে।: [1107, 943, 1316, 1015]
ad-petroleum: [790, 667, 1537, 1333]
table-cell: ১২/১১/২০২০ বেলা ১.০০টা: [1355, 1893, 1526, 1914]
sign-org: ঢাকা দক্ষিণ সিটি কর্পোরেশন, ঢাকা।: [1325, 2265, 1472, 2277]
sign-org: মহিলা বিষয়ক অধিদপ্তর, ঢাকা।: [550, 2261, 679, 2273]
detail-table: [802, 2065, 1526, 2138]
table-row: [889, 1893, 1526, 1914]
